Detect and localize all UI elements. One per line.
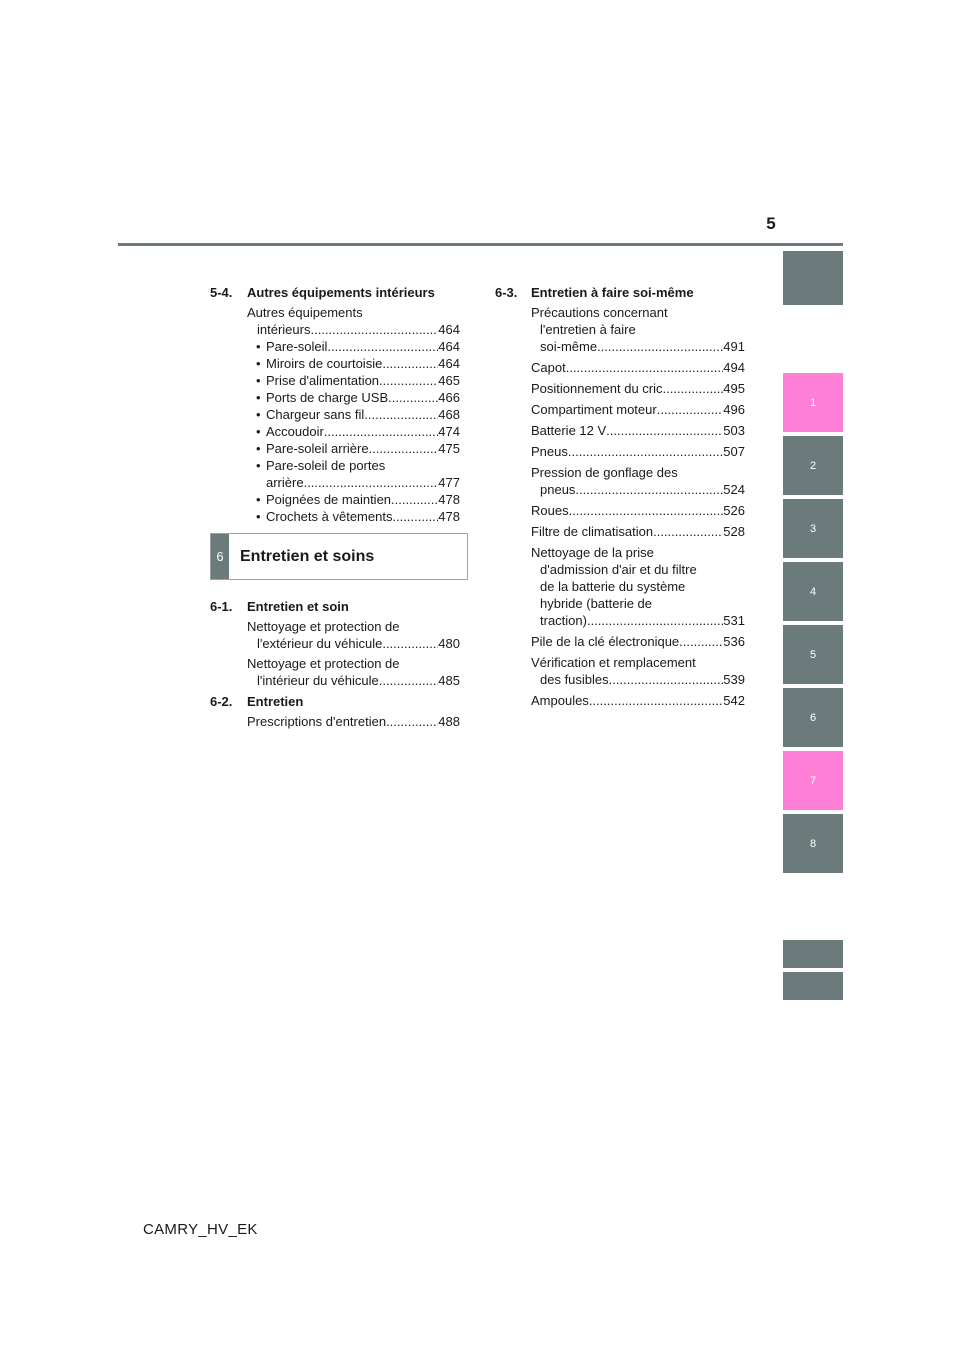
entry-page: 485 [438,673,460,688]
entry-page: 474 [438,424,460,439]
entry-page: 539 [723,672,745,687]
toc-subentry[interactable] [256,338,460,355]
toc-entry[interactable] [531,502,745,519]
bullet: • [256,458,261,473]
entry-text: Prise d'alimentation [266,373,380,388]
entry-page: 464 [438,339,460,354]
entry-text: Nettoyage de la prise [531,545,654,560]
entry-page: 526 [723,503,745,518]
leader-dots [324,423,438,440]
section-number: 6-3. [495,285,518,300]
entry-line [256,355,460,372]
entry-line [531,380,745,397]
leader-dots [304,474,439,491]
entry-page: 475 [438,441,460,456]
entry-page: 531 [723,613,745,628]
bullet: • [256,339,261,354]
entry-text: arrière [266,475,304,490]
entry-text: l'extérieur du véhicule [257,636,383,651]
leader-dots [310,321,438,338]
entry-line [247,672,460,689]
toc-entry[interactable] [531,544,745,629]
chapter-title: Entretien et soins [240,548,375,565]
section-heading[interactable] [495,284,745,301]
entry-page: 468 [438,407,460,422]
leader-dots [609,671,724,688]
toc-entry[interactable] [531,523,745,540]
entry-line [256,423,460,440]
entry-text: Vérification et remplacement [531,655,696,670]
entry-text: Roues [531,503,569,518]
section-number: 6-2. [210,694,233,709]
section-6-1 [210,598,460,689]
entry-line [531,443,745,460]
entry-page: 542 [723,693,745,708]
entry-page: 466 [438,390,460,405]
section-number: 5-4. [210,285,233,300]
entry-line [531,633,745,650]
tab-chapter-7[interactable]: 7 [783,751,843,810]
page-number: 5 [766,214,776,233]
entry-page: 536 [723,634,745,649]
leader-dots [382,355,438,372]
tab-blank-top[interactable] [783,251,843,305]
leader-dots [566,359,724,376]
entry-text: Filtre de climatisation [531,524,654,539]
leader-dots [386,713,438,730]
tab-chapter-5[interactable]: 5 [783,625,843,684]
entry-line [247,635,460,652]
section-title: Autres équipements intérieurs [247,285,435,300]
entry-page: 507 [723,444,745,459]
entry-line [256,372,460,389]
tab-chapter-4[interactable]: 4 [783,562,843,621]
entry-page: 503 [723,423,745,438]
toc-subentry[interactable] [256,406,460,423]
entry-line [256,406,460,423]
entry-text: l'entretien à faire [540,322,636,337]
bullet: • [256,509,261,524]
entry-text: pneus [540,482,576,497]
entry-line [531,612,745,629]
tab-chapter-6[interactable]: 6 [783,688,843,747]
entry-text: Pneus [531,444,568,459]
chapter-6-banner[interactable] [210,533,468,580]
entry-text: des fusibles [540,672,609,687]
entry-line [256,338,460,355]
entry-text: Ampoules [531,693,589,708]
entry-page: 478 [438,492,460,507]
toc-entry[interactable] [531,633,745,650]
entry-text: Nettoyage et protection de [247,656,400,671]
leader-dots [364,406,438,423]
toc-subentry[interactable] [256,457,460,491]
tab-chapter-2[interactable]: 2 [783,436,843,495]
header-rule [118,243,843,246]
toc-subentry[interactable] [256,440,460,457]
toc-entry[interactable] [247,304,460,338]
entry-line [256,491,460,508]
entry-page: 477 [438,475,460,490]
entry-line [531,671,745,688]
entry-text: Pare-soleil arrière [266,441,369,456]
section-title: Entretien [247,694,304,709]
entry-line [256,474,460,491]
entry-line [256,440,460,457]
entry-line [256,508,460,525]
entry-page: 491 [723,339,745,354]
entry-text: Précautions concernant [531,305,668,320]
entry-line [531,502,745,519]
leader-dots [597,338,723,355]
toc-subentry[interactable] [256,389,460,406]
bullet: • [256,424,261,439]
toc-entry[interactable] [247,713,460,730]
toc-entry[interactable] [531,692,745,709]
entry-page: 528 [723,524,745,539]
entry-text: l'intérieur du véhicule [257,673,379,688]
leader-dots [568,443,723,460]
toc-subentry[interactable] [256,372,460,389]
entry-text: Accoudoir [266,424,324,439]
bullet: • [256,390,261,405]
chapter-number: 6 [211,534,229,579]
toc-entry[interactable] [531,359,745,376]
entry-text: Poignées de maintien [266,492,392,507]
bullet: • [256,356,261,371]
toc-subentry[interactable] [256,491,460,508]
leader-dots [663,380,724,397]
entry-text: Nettoyage et protection de [247,619,400,634]
entry-line [531,692,745,709]
section-title: Entretien à faire soi-même [531,285,694,300]
tab-chapter-8[interactable]: 8 [783,814,843,873]
toc-subentry[interactable] [256,508,460,525]
bullet: • [256,407,261,422]
entry-line [531,401,745,418]
leader-dots [569,502,724,519]
leader-dots [379,372,438,389]
entry-page: 480 [438,636,460,651]
entry-line [531,523,745,540]
entry-text: Ports de charge USB [266,390,389,405]
toc-entry[interactable] [531,401,745,418]
entry-page: 465 [438,373,460,388]
entry-text: Crochets à vêtements [266,509,393,524]
entry-text: Pare-soleil de portes [266,458,386,473]
entry-page: 496 [723,402,745,417]
entry-text: intérieurs [257,322,311,337]
entry-page: 488 [438,714,460,729]
toc-entry[interactable] [531,304,745,355]
entry-line [531,338,745,355]
toc-entry[interactable] [531,380,745,397]
entry-text: Batterie 12 V [531,423,607,438]
entry-text: de la batterie du système [540,579,686,594]
leader-dots [391,491,438,508]
entry-text: Pare-soleil [266,339,328,354]
entry-text: hybride (batterie de [540,596,653,611]
entry-text: Miroirs de courtoisie [266,356,383,371]
section-6-2 [210,693,460,730]
entry-line [247,713,460,730]
leader-dots [392,508,438,525]
leader-dots [589,692,723,709]
toc-entry[interactable] [247,655,460,689]
entry-text: traction) [540,613,587,628]
leader-dots [327,338,438,355]
entry-line [247,321,460,338]
entry-text: d'admission d'air et du filtre [540,562,697,577]
section-title: Entretien et soin [247,599,349,614]
entry-text: Chargeur sans fil [266,407,365,422]
toc-subentry[interactable] [256,355,460,372]
entry-line [531,481,745,498]
toc-right-column [495,284,745,713]
tab-chapter-1[interactable]: 1 [783,373,843,432]
leader-dots [369,440,439,457]
entry-text: soi-même [540,339,598,354]
document-code: CAMRY_HV_EK [143,1221,258,1238]
leader-dots [657,401,724,418]
entry-line [531,359,745,376]
bullet: • [256,373,261,388]
entry-line [256,389,460,406]
tab-chapter-3[interactable]: 3 [783,499,843,558]
entry-text: Compartiment moteur [531,402,657,417]
entry-text: Pile de la clé électronique [531,634,680,649]
entry-text: Capot [531,360,566,375]
tab-blank-bottom-1[interactable] [783,940,843,968]
entry-page: 464 [438,322,460,337]
toc-left-column [210,284,460,734]
section-6-3 [495,284,745,709]
leader-dots [679,633,723,650]
section-heading[interactable] [210,693,460,710]
section-5-4 [210,284,460,525]
toc-subentry[interactable] [256,423,460,440]
toc-entry[interactable] [531,422,745,439]
entry-text: Prescriptions d'entretien [247,714,387,729]
leader-dots [606,422,723,439]
entry-page: 495 [723,381,745,396]
entry-page: 494 [723,360,745,375]
leader-dots [575,481,723,498]
section-heading[interactable] [210,598,460,615]
toc-entry[interactable] [531,443,745,460]
toc-entry[interactable] [531,464,745,498]
leader-dots [379,672,439,689]
entry-text: Pression de gonflage des [531,465,678,480]
leader-dots [388,389,438,406]
leader-dots [653,523,723,540]
toc-entry[interactable] [247,618,460,652]
entry-text: Autres équipements [247,305,363,320]
entry-line [531,422,745,439]
bullet: • [256,492,261,507]
toc-entry[interactable] [531,654,745,688]
entry-page: 524 [723,482,745,497]
leader-dots [587,612,723,629]
tab-blank-bottom-2[interactable] [783,972,843,1000]
bullet: • [256,441,261,456]
entry-page: 464 [438,356,460,371]
section-heading[interactable] [210,284,460,301]
leader-dots [382,635,438,652]
entry-text: Positionnement du cric [531,381,663,396]
entry-page: 478 [438,509,460,524]
section-number: 6-1. [210,599,233,614]
